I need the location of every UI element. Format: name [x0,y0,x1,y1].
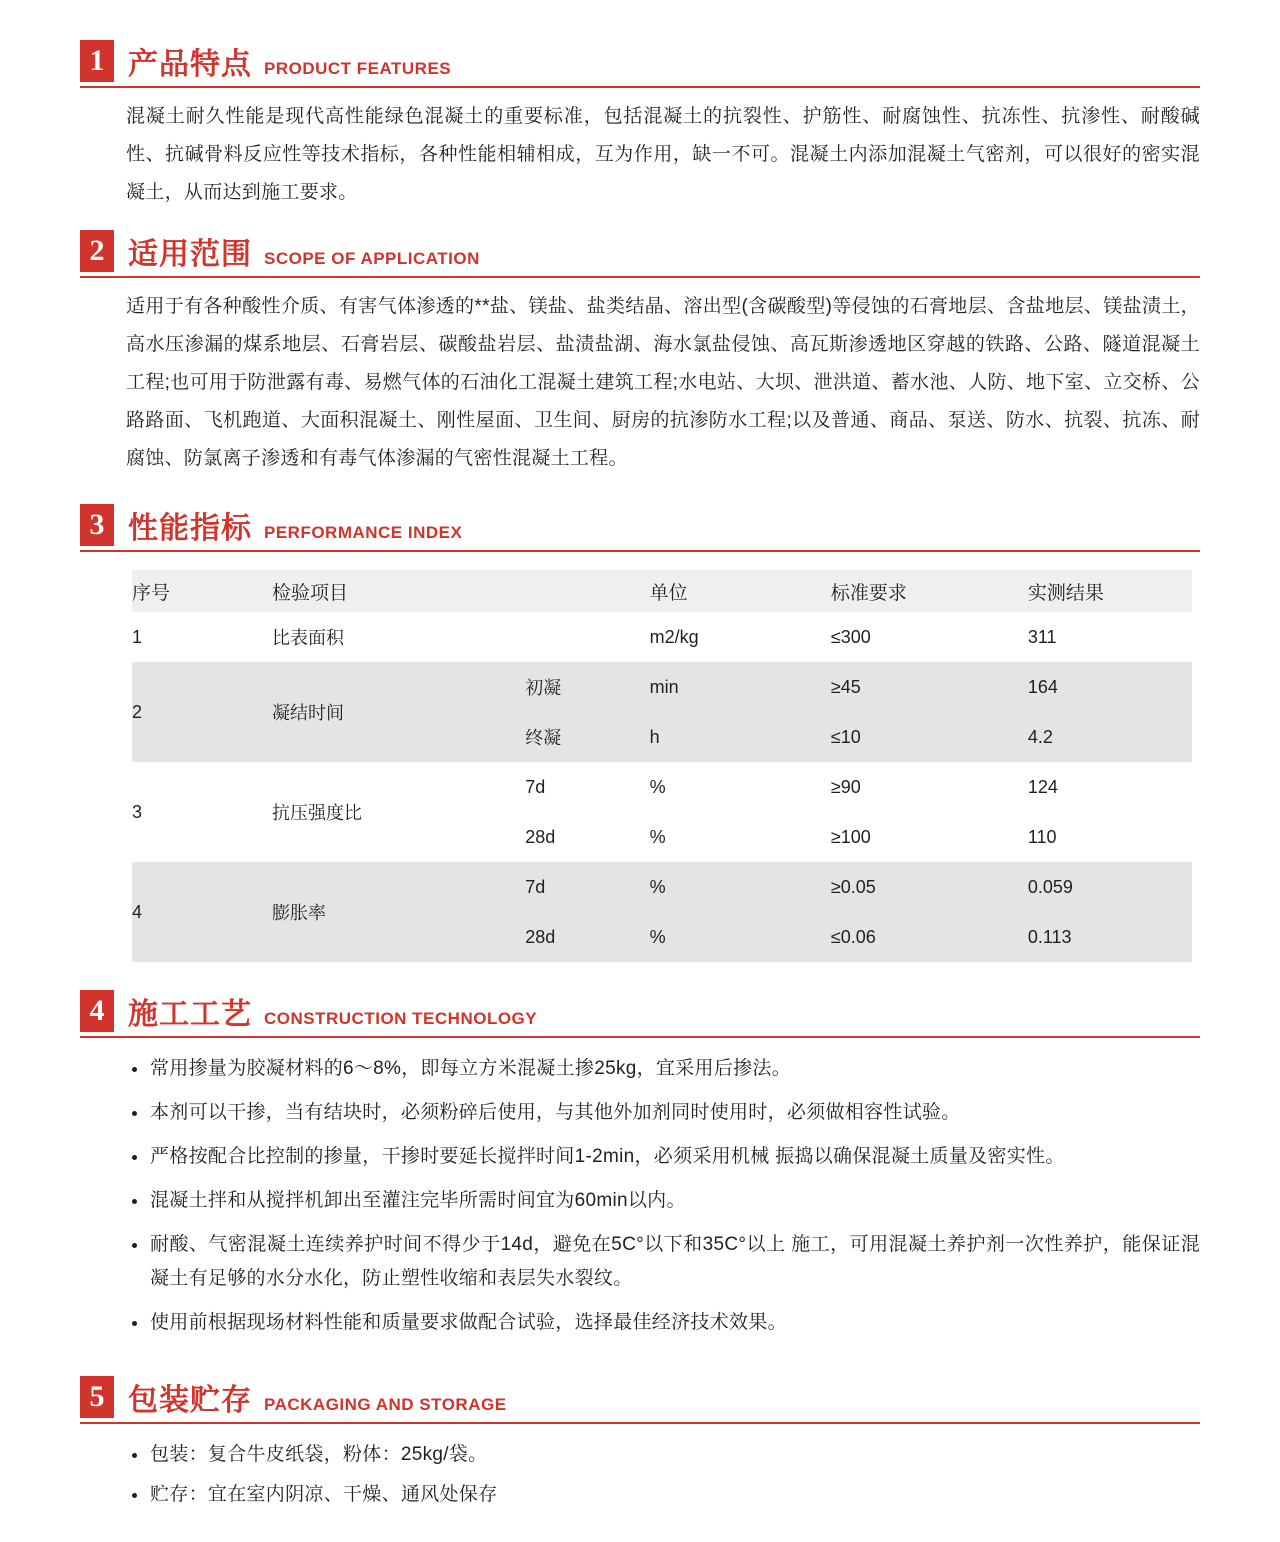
section-title-cn-5: 包装贮存 [128,1384,252,1417]
cell-standard: ≥45 [831,662,1028,712]
cell-standard: ≤10 [831,712,1028,762]
cell-sub: 28d [497,912,645,962]
table-row [132,662,1192,712]
section-number-2: 2 [80,230,114,272]
list-item: 本剂可以干掺，当有结块时，必须粉碎后使用，与其他外加剂同时使用时，必须做相容性试验。 [128,1096,1200,1130]
list-item: 使用前根据现场材料性能和质量要求做配合试验，选择最佳经济技术效果。 [128,1306,1200,1340]
cell-standard: ≥0.05 [831,862,1028,912]
section-heading-performance-index [80,504,1200,552]
table-header-standard: 标准要求 [831,570,1028,612]
packaging-and-storage-list [128,1438,1200,1512]
section-title-en-2: SCOPE OF APPLICATION [264,249,480,268]
cell-result: 4.2 [1028,712,1192,762]
section-title-cn-3: 性能指标 [128,512,252,545]
table-header-result: 实测结果 [1028,570,1192,612]
cell-standard: ≥90 [831,762,1028,812]
section-heading-packaging-and-storage [80,1376,1200,1424]
cell-standard: ≤300 [831,612,1028,662]
cell-no: 3 [132,762,234,862]
section-title-en-4: CONSTRUCTION TECHNOLOGY [264,1009,538,1028]
cell-no: 1 [132,612,234,662]
section-title-cn-2: 适用范围 [128,238,252,271]
cell-item: 膨胀率 [234,862,497,962]
list-item: 贮存：宜在室内阴凉、干燥、通风处保存 [128,1478,1200,1512]
section-title-cn-1: 产品特点 [128,48,252,81]
section-number-4: 4 [80,990,114,1032]
cell-result: 164 [1028,662,1192,712]
cell-unit: % [646,862,831,912]
cell-sub: 7d [497,862,645,912]
list-item: 耐酸、气密混凝土连续养护时间不得少于14d，避免在5C°以下和35C°以上 施工，可用混凝土养护剂一次性养护，能保证混凝土有足够的水分水化，防止塑性收缩和表层失水裂纹。 [128,1228,1200,1296]
performance-index-table [132,570,1192,962]
table-row [132,862,1192,912]
section-heading-scope-of-application [80,230,1200,278]
cell-result: 0.059 [1028,862,1192,912]
section-title-en-3: PERFORMANCE INDEX [264,523,463,542]
cell-standard: ≤0.06 [831,912,1028,962]
section-heading-product-features [80,40,1200,88]
cell-item: 比表面积 [234,612,497,662]
cell-item: 凝结时间 [234,662,497,762]
cell-item: 抗压强度比 [234,762,497,862]
construction-technology-list [128,1052,1200,1340]
cell-unit: h [646,712,831,762]
cell-result: 0.113 [1028,912,1192,962]
section-number-5: 5 [80,1376,114,1418]
section-number-1: 1 [80,40,114,82]
table-header-no: 序号 [132,570,234,612]
cell-unit: min [646,662,831,712]
cell-sub: 7d [497,762,645,812]
list-item: 混凝土拌和从搅拌机卸出至灌注完毕所需时间宜为60min以内。 [128,1184,1200,1218]
table-row [132,762,1192,812]
section-title-en-1: PRODUCT FEATURES [264,59,452,78]
product-features-paragraph: 混凝土耐久性能是现代高性能绿色混凝土的重要标准，包括混凝土的抗裂性、护筋性、耐腐蚀性、抗冻性、抗渗性、耐酸碱性、抗碱骨料反应性等技术指标，各种性能相辅相成，互为作用，缺一不可。混凝土内添加混凝土气密剂，可以很好的密实混凝土，从而达到施工要求。 [126,106,1200,203]
cell-unit: % [646,762,831,812]
cell-unit: m2/kg [646,612,831,662]
cell-unit: % [646,812,831,862]
table-header-unit: 单位 [646,570,831,612]
cell-result: 124 [1028,762,1192,812]
scope-of-application-paragraph: 适用于有各种酸性介质、有害气体渗透的**盐、镁盐、盐类结晶、溶出型(含碳酸型)等侵蚀的石膏地层、含盐地层、镁盐渍土，高水压渗漏的煤系地层、石膏岩层、碳酸盐岩层、盐渍盐湖、海水氯盐侵蚀、高瓦斯渗透地区穿越的铁路、公路、隧道混凝土工程;也可用于防泄露有毒、易燃气体的石油化工混凝土建筑工程;水电站、大坝、泄洪道、蓄水池、人防、地下室、立交桥、公路路面、飞机跑道、大面积混凝土、刚性屋面、卫生间、厨房的抗渗防水工程;以及普通、商品、泵送、防水、抗裂、抗冻、耐腐蚀、防氯离子渗透和有毒气体渗漏的气密性混凝土工程。 [126,296,1200,469]
section-title-en-5: PACKAGING AND STORAGE [264,1395,507,1414]
list-item: 严格按配合比控制的掺量，干掺时要延长搅拌时间1-2min，必须采用机械 振捣以确保混凝土质量及密实性。 [128,1140,1200,1174]
cell-sub: 初凝 [497,662,645,712]
cell-no: 2 [132,662,234,762]
list-item: 常用掺量为胶凝材料的6～8%，即每立方米混凝土掺25kg，宜采用后掺法。 [128,1052,1200,1086]
section-heading-construction-technology [80,990,1200,1038]
cell-result: 110 [1028,812,1192,862]
table-row [132,612,1192,662]
list-item: 包装：复合牛皮纸袋，粉体：25kg/袋。 [128,1438,1200,1472]
cell-no: 4 [132,862,234,962]
table-header-row [132,570,1192,612]
table-header-sub [497,570,645,612]
section-number-3: 3 [80,504,114,546]
performance-table-wrapper [132,570,1192,962]
cell-sub: 28d [497,812,645,862]
cell-sub: 终凝 [497,712,645,762]
table-header-item: 检验项目 [234,570,497,612]
cell-result: 311 [1028,612,1192,662]
cell-unit: % [646,912,831,962]
cell-standard: ≥100 [831,812,1028,862]
section-title-cn-4: 施工工艺 [128,998,252,1031]
cell-sub [497,612,645,662]
